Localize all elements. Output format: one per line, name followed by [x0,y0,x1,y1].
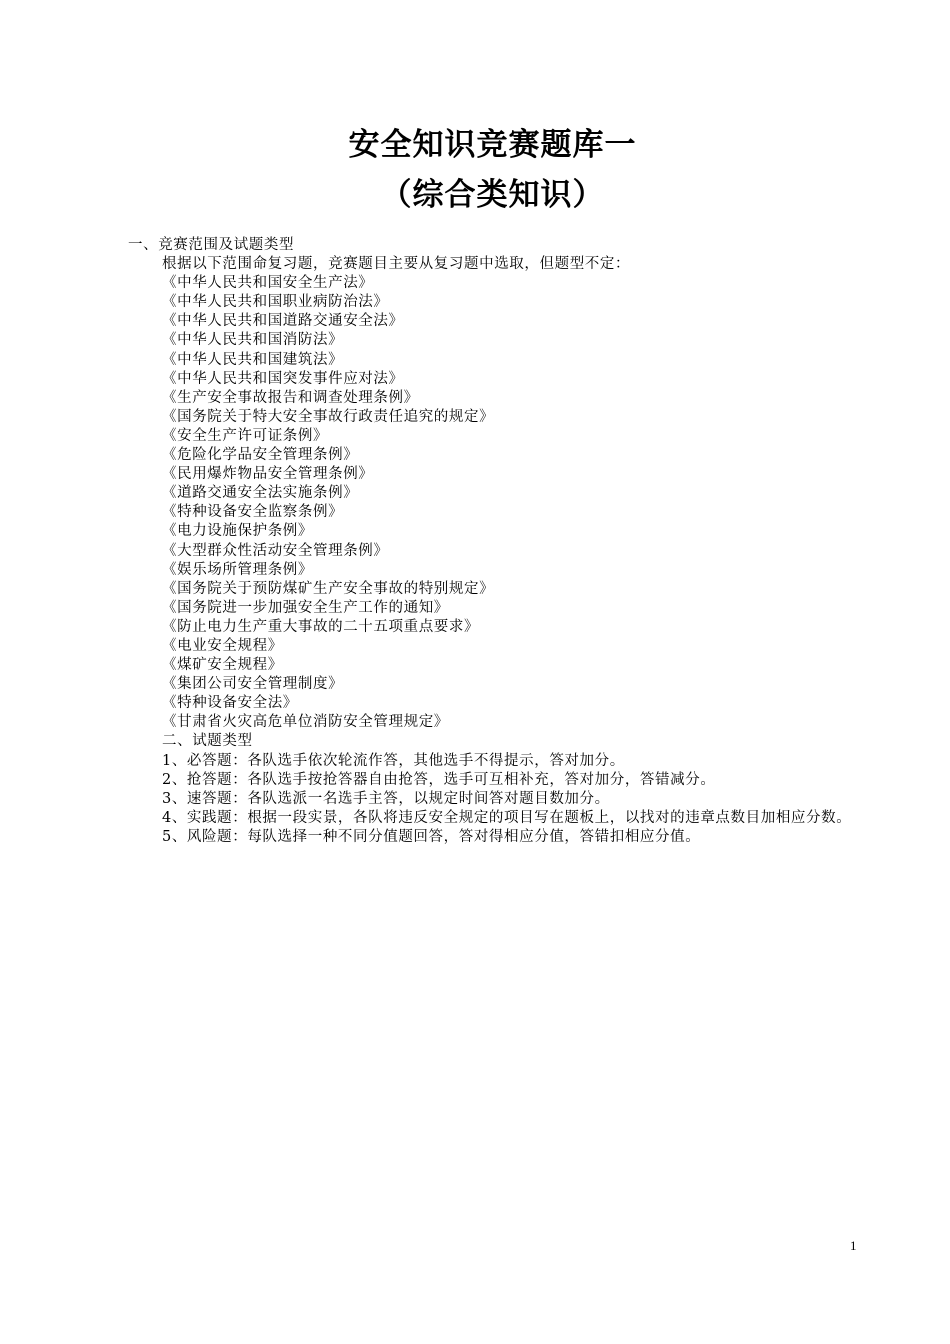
question-type-item: 5、风险题：每队选择一种不同分值题回答，答对得相应分值，答错扣相应分值。 [162,828,701,845]
regulation-item: 《特种设备安全法》 [162,695,298,712]
question-type-item: 1、必答题：各队选手依次轮流作答，其他选手不得提示，答对加分。 [162,752,625,769]
regulation-item: 《娱乐场所管理条例》 [162,561,313,578]
regulation-item: 《国务院关于预防煤矿生产安全事故的特别规定》 [162,580,495,597]
regulation-item: 《中华人民共和国建筑法》 [162,351,344,368]
document-title [0,120,950,220]
regulation-item: 《电力设施保护条例》 [162,523,313,540]
regulation-item: 《国务院进一步加强安全生产工作的通知》 [162,599,449,616]
regulation-item: 《集团公司安全管理制度》 [162,676,344,693]
document-body [128,236,868,847]
regulation-item: 《甘肃省火灾高危单位消防安全管理规定》 [162,714,449,731]
question-type-item: 2、抢答题：各队选手按抢答器自由抢答，选手可互相补充，答对加分，答错减分。 [162,771,716,788]
regulation-item: 《中华人民共和国道路交通安全法》 [162,313,404,330]
regulation-item: 《煤矿安全规程》 [162,657,283,674]
question-type-item: 4、实践题：根据一段实景，各队将违反安全规定的项目写在题板上，以找对的违章点数目加相应分数。 [162,809,852,826]
regulation-item: 《中华人民共和国职业病防治法》 [162,294,389,311]
section-2-heading: 二、试题类型 [162,733,253,750]
regulation-item: 《民用爆炸物品安全管理条例》 [162,466,374,483]
regulation-item: 《电业安全规程》 [162,637,283,654]
page-number: 1 [850,1238,857,1253]
regulation-item: 《防止电力生产重大事故的二十五项重点要求》 [162,618,480,635]
section-1-heading: 一、竞赛范围及试题类型 [128,237,295,253]
section-1-intro: 根据以下范围命复习题，竞赛题目主要从复习题中选取，但题型不定： [162,256,631,273]
title-line-1: 安全知识竞赛题库一 [348,127,637,163]
regulation-item: 《安全生产许可证条例》 [162,427,329,444]
regulation-item: 《中华人民共和国消防法》 [162,332,344,349]
regulation-item: 《国务院关于特大安全事故行政责任追究的规定》 [162,408,495,425]
title-line-2: （综合类知识） [380,177,605,213]
regulation-item: 《中华人民共和国突发事件应对法》 [162,370,404,387]
regulation-item: 《道路交通安全法实施条例》 [162,485,359,502]
regulation-item: 《生产安全事故报告和调查处理条例》 [162,389,419,406]
regulation-item: 《危险化学品安全管理条例》 [162,447,359,464]
question-type-item: 3、速答题：各队选派一名选手主答，以规定时间答对题目数加分。 [162,790,610,807]
regulation-item: 《大型群众性活动安全管理条例》 [162,542,389,559]
regulation-item: 《中华人民共和国安全生产法》 [162,275,374,292]
regulation-item: 《特种设备安全监察条例》 [162,504,344,521]
